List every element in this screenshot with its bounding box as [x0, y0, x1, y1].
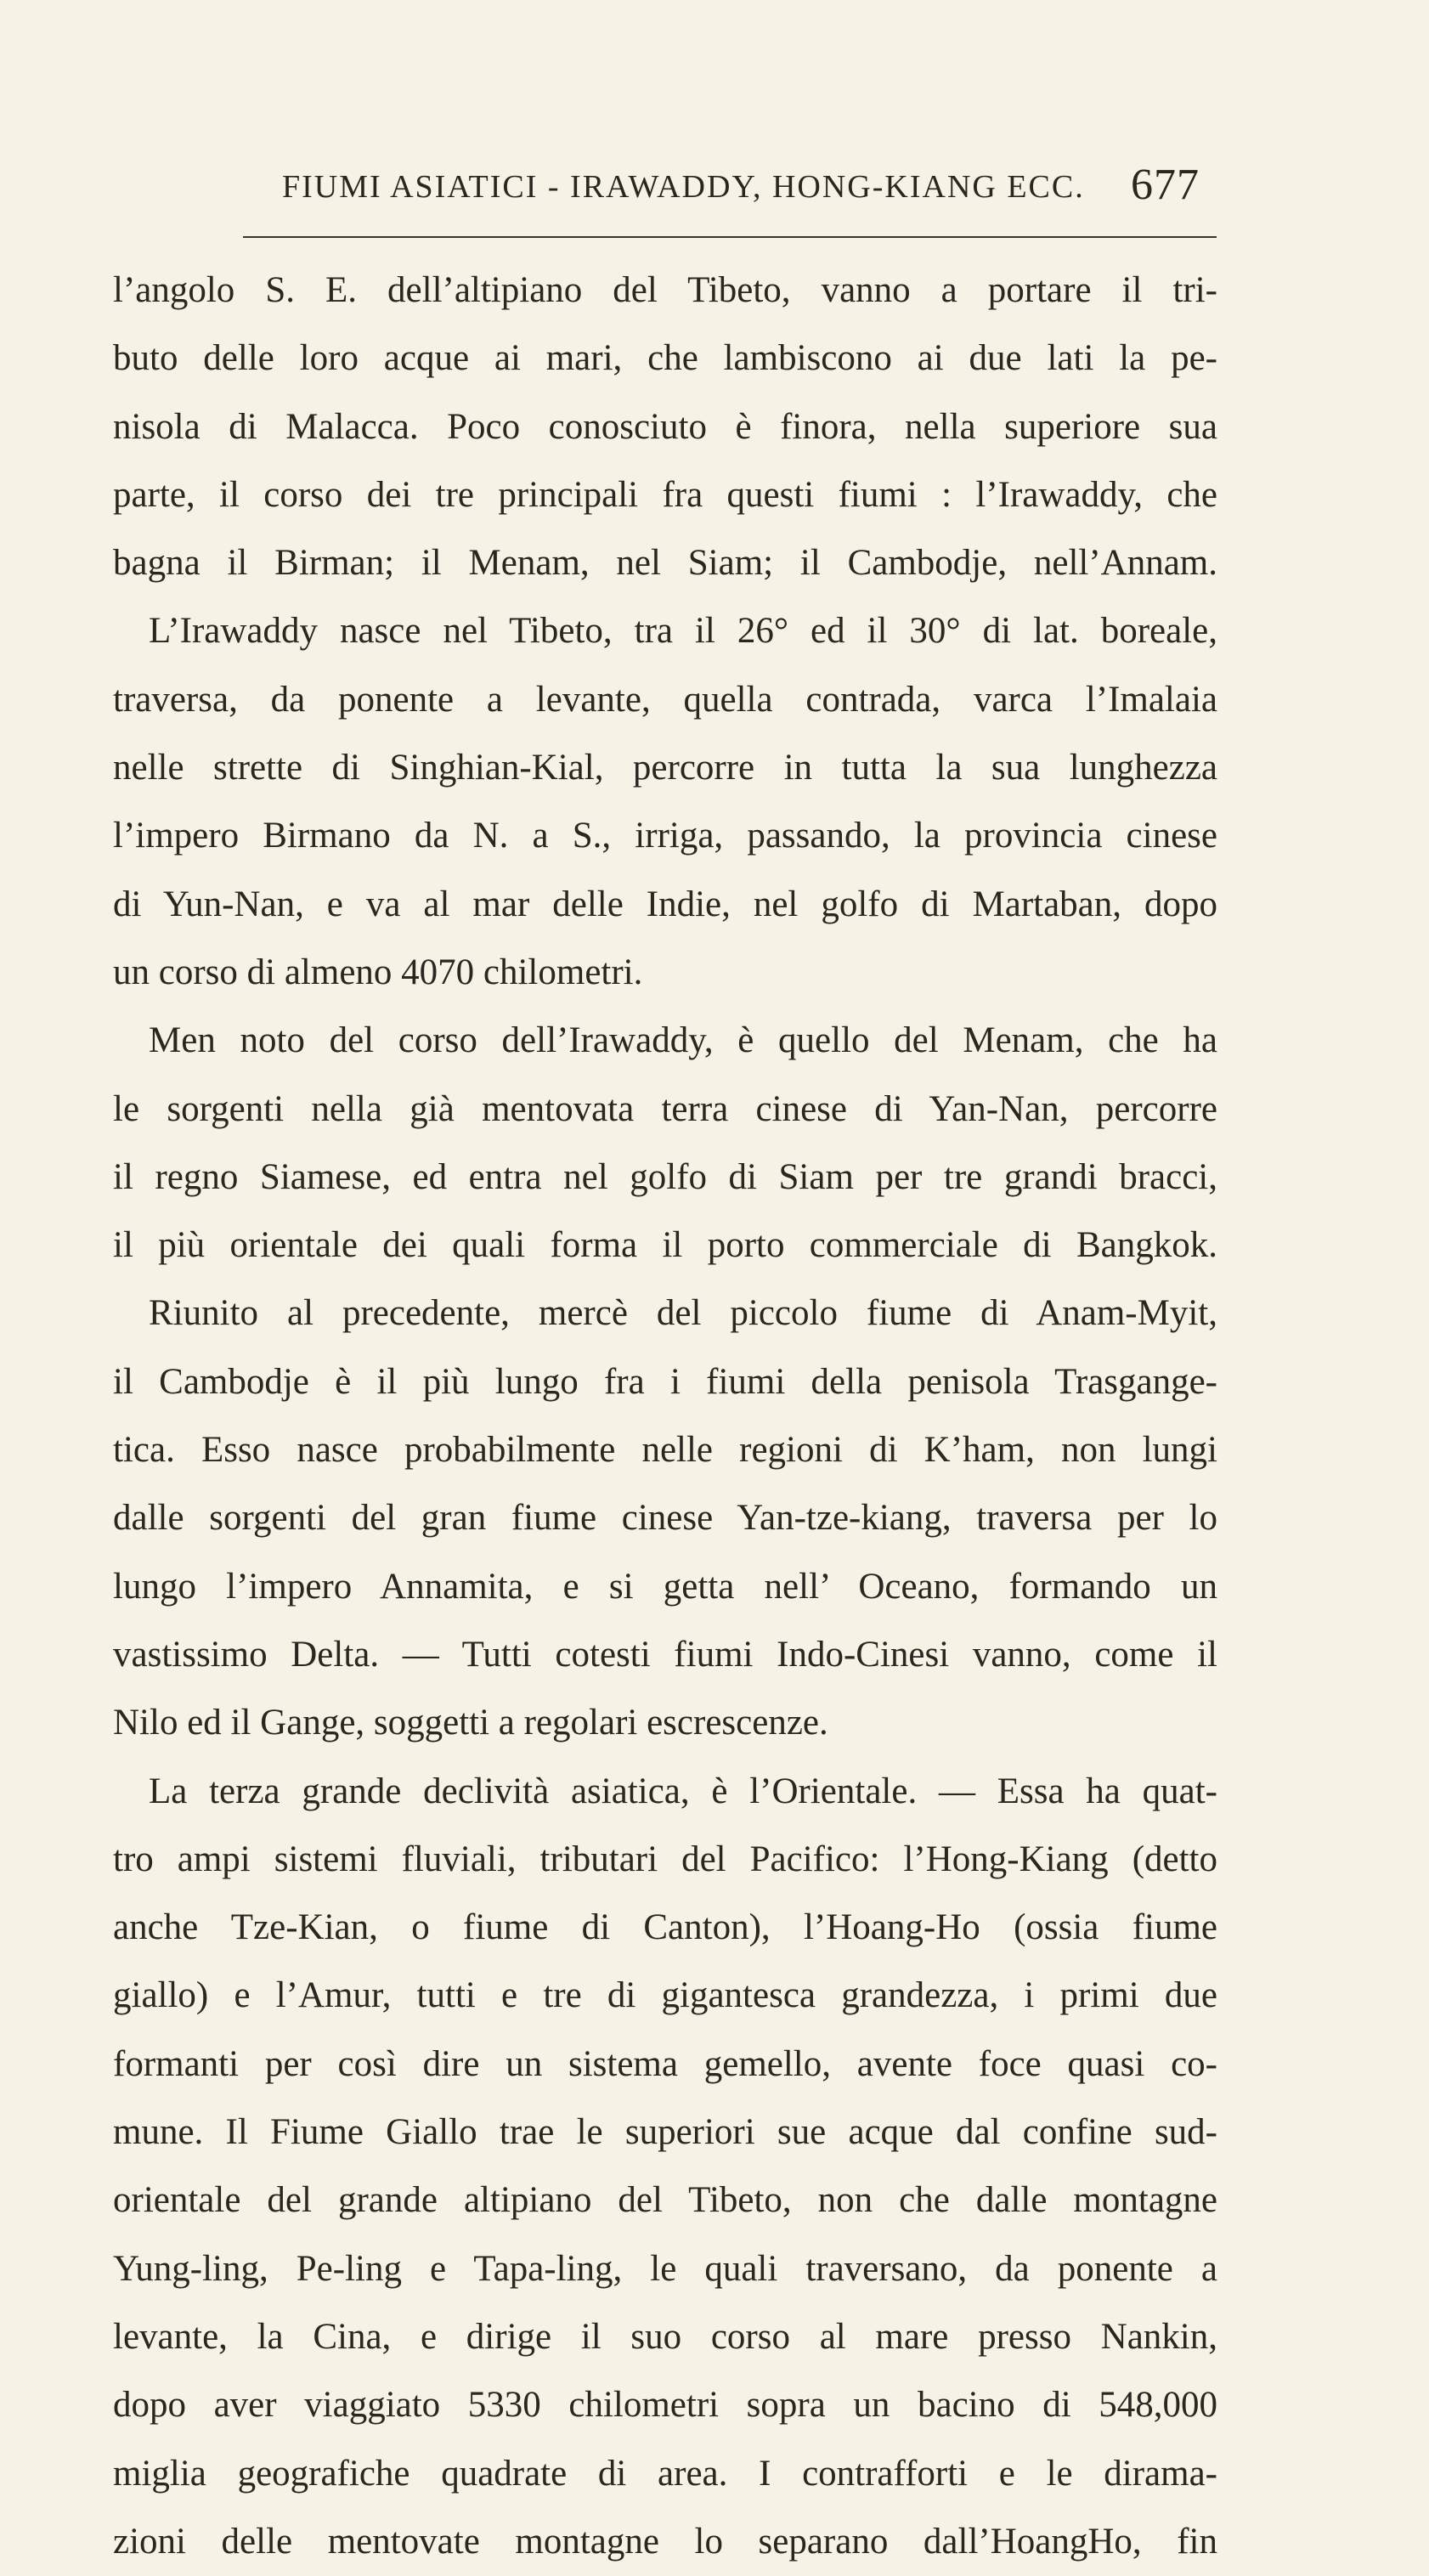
text-line: mune. Il Fiume Giallo trae le superiori sue acque dal confine sud-: [113, 2112, 1217, 2153]
running-title: FIUMI ASIATICI - IRAWADDY, HONG-KIANG ECC.: [282, 169, 1085, 205]
text-line: Nilo ed il Gange, soggetti a regolari escrescenze.: [113, 1703, 828, 1743]
text-line: tica. Esso nasce probabilmente nelle regioni di K’ham, non lungi: [113, 1430, 1217, 1471]
header-rule: [243, 236, 1217, 238]
text-line: un corso di almeno 4070 chilometri.: [113, 952, 643, 992]
text-line: tro ampi sistemi fluviali, tributari del Pacifico: l’Hong-Kiang (detto: [113, 1839, 1217, 1879]
text-line: formanti per così dire un sistema gemello, avente foce quasi co-: [113, 2043, 1217, 2084]
text-line: anche Tze-Kian, o fiume di Canton), l’Hoang-Ho (ossia fiume: [113, 1907, 1217, 1948]
text-line: Yung-ling, Pe-ling e Tapa-ling, le quali traversano, da ponente a: [113, 2248, 1217, 2289]
text-line: giallo) e l’Amur, tutti e tre di gigantesca grandezza, i primi due: [113, 1975, 1217, 2016]
text-line: le sorgenti nella già mentovata terra cinese di Yan-Nan, percorre: [113, 1088, 1217, 1129]
text-line: levante, la Cina, e dirige il suo corso al mare presso Nankin,: [113, 2316, 1217, 2357]
text-line: il Cambodje è il più lungo fra i fiumi della penisola Trasgange-: [113, 1361, 1217, 1402]
text-line: Riunito al precedente, mercè del piccolo fiume di Anam-Myit,: [149, 1293, 1217, 1334]
text-line: nelle strette di Singhian-Kial, percorre in tutta la sua lunghezza: [113, 748, 1217, 788]
running-head: [282, 160, 1200, 219]
text-line: bagna il Birman; il Menam, nel Siam; il Cambodje, nell’Annam.: [113, 543, 1217, 584]
text-line: zioni delle mentovate montagne lo separano dall’HoangHo, fin: [113, 2521, 1217, 2562]
text-line: parte, il corso dei tre principali fra questi fiumi : l’Irawaddy, che: [113, 474, 1217, 515]
text-line: La terza grande declività asiatica, è l’Orientale. — Essa ha quat-: [149, 1771, 1217, 1811]
text-line: L’Irawaddy nasce nel Tibeto, tra il 26° ed il 30° di lat. boreale,: [149, 611, 1217, 652]
page-number: 677: [1131, 161, 1200, 209]
text-line: dopo aver viaggiato 5330 chilometri sopra un bacino di 548,000: [113, 2385, 1217, 2426]
text-line: vastissimo Delta. — Tutti cotesti fiumi Indo-Cinesi vanno, come il: [113, 1634, 1217, 1675]
text-line: orientale del grande altipiano del Tibeto, non che dalle montagne: [113, 2180, 1217, 2221]
text-line: l’impero Birmano da N. a S., irriga, passando, la provincia cinese: [113, 816, 1217, 856]
text-line: nisola di Malacca. Poco conosciuto è finora, nella superiore sua: [113, 406, 1217, 447]
text-line: buto delle loro acque ai mari, che lambiscono ai due lati la pe-: [113, 338, 1217, 379]
text-line: miglia geografiche quadrate di area. I contrafforti e le dirama-: [113, 2453, 1217, 2494]
text-line: Men noto del corso dell’Irawaddy, è quello del Menam, che ha: [149, 1020, 1217, 1061]
text-line: l’angolo S. E. dell’altipiano del Tibeto, vanno a portare il tri-: [113, 270, 1217, 310]
body-text: [113, 257, 1217, 2576]
text-line: il regno Siamese, ed entra nel golfo di Siam per tre grandi bracci,: [113, 1156, 1217, 1197]
text-line: il più orientale dei quali forma il porto commerciale di Bangkok.: [113, 1225, 1217, 1266]
text-line: di Yun-Nan, e va al mar delle Indie, nel golfo di Martaban, dopo: [113, 884, 1217, 924]
text-line: lungo l’impero Annamita, e si getta nell’ Oceano, formando un: [113, 1566, 1217, 1607]
text-line: dalle sorgenti del gran fiume cinese Yan-tze-kiang, traversa per lo: [113, 1498, 1217, 1539]
text-line: traversa, da ponente a levante, quella contrada, varca l’Imalaia: [113, 679, 1217, 720]
